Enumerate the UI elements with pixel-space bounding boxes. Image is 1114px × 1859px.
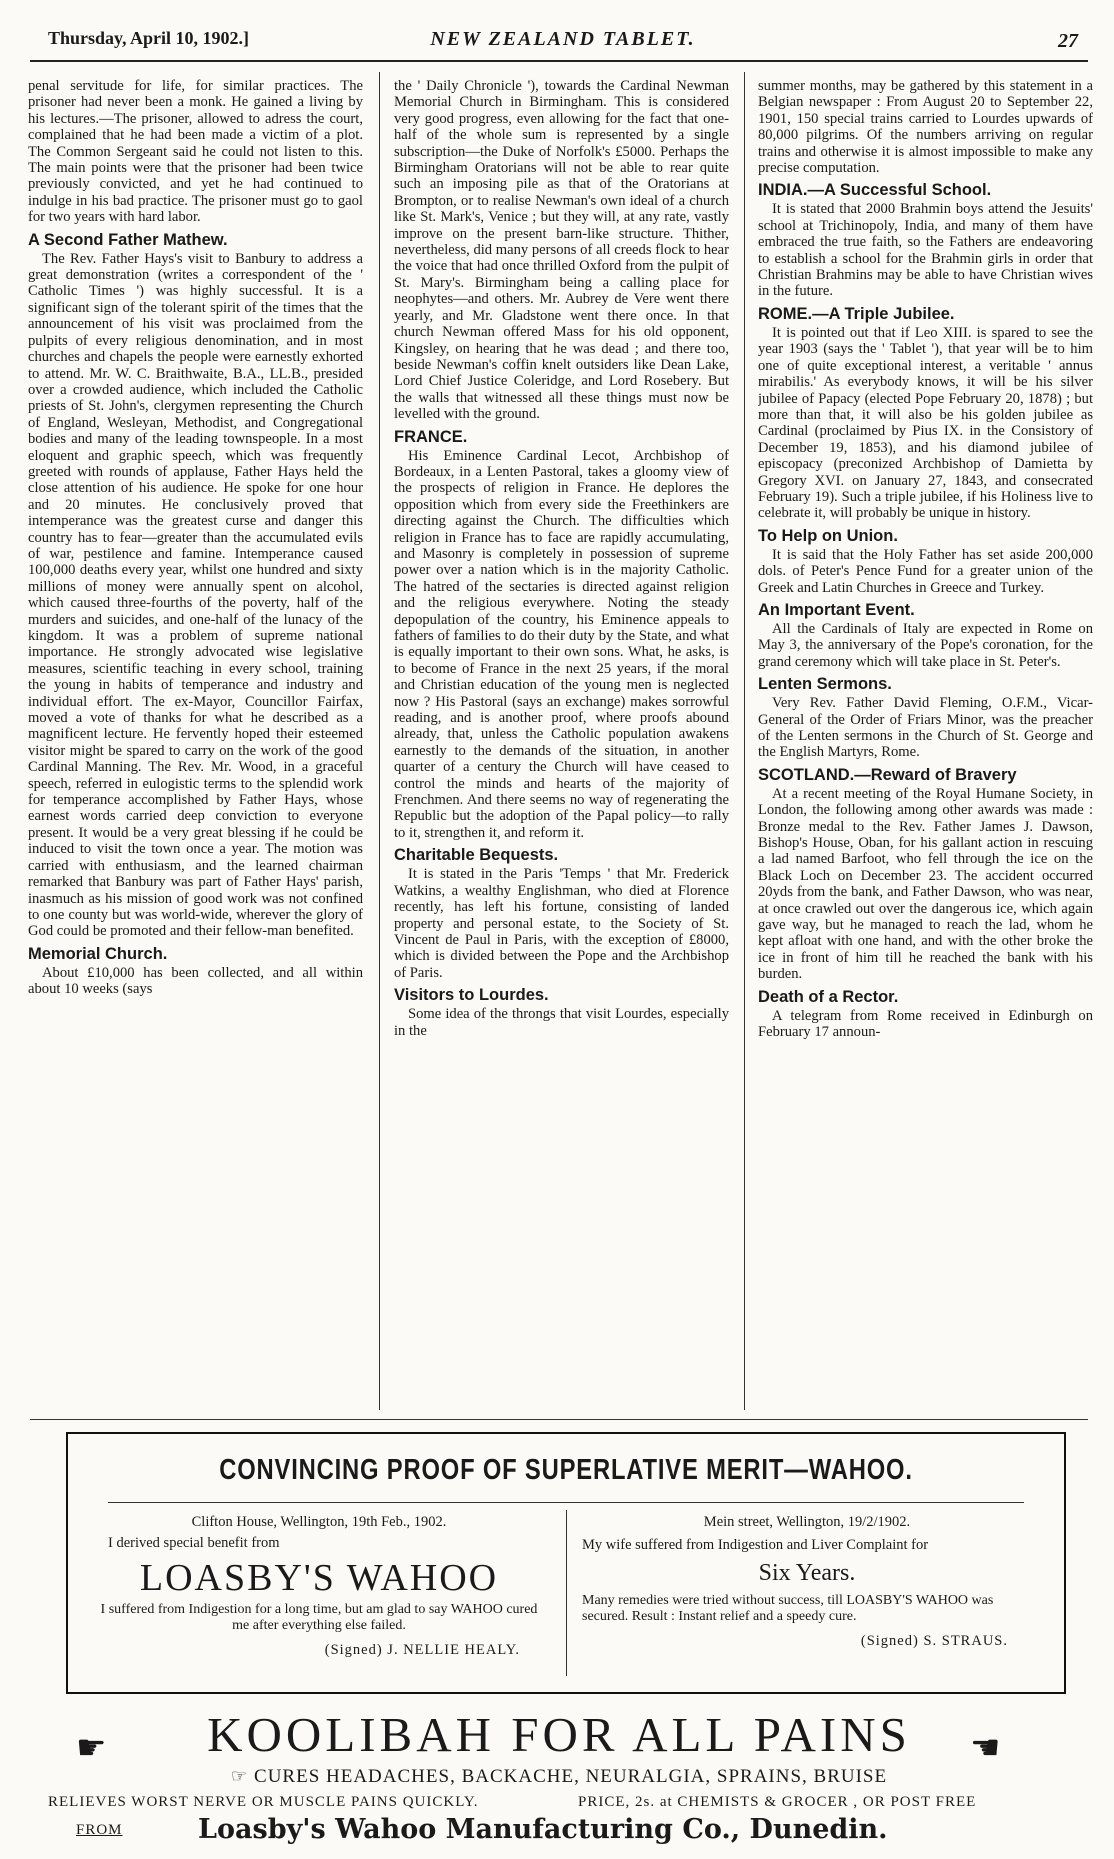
article-text: A telegram from Rome received in Edinburgh on February 17 announ- [758,1007,1093,1041]
company-name: Loasby's Wahoo Manufacturing Co., Dunedin. [198,1814,888,1845]
article-text: penal servitude for life, for similar practices. The prisoner had never been a monk. He gained a living by his lectures.—The prisoner, allowed to adress the court, complained that he had been made a victim of a plot. The Common Sergeant said he could not listen to this. The main points were that the prisoner had been twice previously convicted, and yet he had continued to indulge in his bad practice. The prisoner must go to gaol for two years with hard labor. [28,78,363,226]
article-text: It is said that the Holy Father has set aside 200,000 dols. of Peter's Pence Fund for a greater union of the Greek and Latin Churches in Greece and Turkey. [758,546,1093,596]
testimonial-address: Clifton House, Wellington, 19th Feb., 1902. [191,1514,447,1530]
article-text: the ' Daily Chronicle '), towards the Cardinal Newman Memorial Church in Birmingham. This is considered very good progress, even allowing for the fact that one-half of the whole sum is represented by a single subscription—the Duke of Norfolk's £5000. Perhaps the Birmingham Oratorians will not be able to rear quite such an imposing pile as that of the Oratorians at Brompton, or to realise Newman's own ideal of a church like St. Mark's, Venice ; but they will, at any rate, vastly improve on the present barn-like structure. Thither, nevertheless, did many persons of all creeds flock to hear the voice that had once thrilled Oxford from the pulpit of St. Mary's. Birmingham being a calling place for neophytes—and others. Mr. Aubrey de Vere went there yearly, and Mr. Gladstone went there once. In that church Newman offered Mass for his old opponent, Kingsley, on hearing that he was dead ; and there too, beside Newman's coffin knelt outsiders like Dean Lake, Lord Chief Justice Coleridge, and Lord Rosebery. But the walls that witnessed all these things must now be levelled with the ground. [394,78,729,423]
article-heading: To Help on Union. [758,526,898,545]
article-text: summer months, may be gathered by this statement in a Belgian newspaper : From August 20 to September 22, 1901, 150 special trains carried to Lourdes upwards of 80,000 pilgrims. Of the numbers arriving on regular trains and otherwise it is almost impossible to make any precise computation. [758,78,1093,177]
article-text: It is pointed out that if Leo XIII. is spared to see the year 1903 (says the ' Tablet '), that year will be to him one of quite exceptional interest, a veritable ' annus mirabilis.' As everybody knows, it will be his silver jubilee of Papacy (elected Pope February 20, 1878) ; but more than that, it will also be his golden jubilee as Cardinal (proclaimed by Pius IX. in the Consistory of December 19, 1853), and his diamond jubilee of episcopacy (preconized Archbishop of Damietta by Gregory XVI. on January 27, 1843, and consecrated February 19). Such a triple jubilee, if his Holiness live to celebrate it, will probably be unique in history. [758,324,1093,522]
content-bottom-rule [30,1419,1088,1420]
price-text: PRICE, 2s. at CHEMISTS & GROCER , OR POST FREE [578,1794,977,1810]
article-heading: FRANCE. [394,427,468,446]
article-text: The Rev. Father Hays's visit to Banbury to address a great demonstration (writes a correspondent of the ' Catholic Times ') was highly successful. It is a significant sign of the tolerant spirit of the times that the announcement of his visit was proclaimed from the pulpits of every religious denomination, and in most churches and chapels the people were earnestly exhorted to attend. Mr. W. C. Braithwaite, B.A., LL.B., presided over a crowded audience, which included the Catholic priests of St. John's, clergymen representing the Church of England, Wesleyan, Methodist, and Congregational bodies and many of the leading townspeople. In a most eloquent and graphic speech, which was frequently greeted with rounds of applause, Father Hays held the close attention of his audience. He spoke for one hour and 20 minutes. He conclusively proved that intemperance was the greatest curse and danger this country has to fear—greater than the accumulated evils of war, pestilence and famine. Intemperance caused 100,000 deaths every year, whilst one hundred and sixty millions of money were annually spent on alcohol, which caused three-fourths of the poverty, half of the murders and suicides, and one-half of the lunacy of the kingdom. It was a problem of supreme national importance. He strongly advocated wise legislative measures, scientific teaching in every school, training the young in habits of temperance and industry and individual effort. The ex-Mayor, Councillor Fairfax, moved a vote of thanks for what he described as a magnificent lecture. He fervently hoped their esteemed visitor might be spared to carry on the work of the good Cardinal Manning. The Rev. Mr. Wood, in a graceful speech, referred in eulogistic terms to the splendid work for temperance accomplished by Father Hays, whose earnest words carried deep conviction to everyone present. It would be a very great blessing if he could be induced to visit the town once a year. The motion was carried with enthusiasm, and the learned chairman remarked that Banbury was part of Father Hays' parish, inasmuch as his mission of good work was not confined to one county but was world-wide, wherever the glory of God could be promoted and their fellow-man benefited. [28,250,363,940]
article-heading: ROME.—A Triple Jubilee. [758,304,955,323]
from-label: FROM [76,1822,123,1838]
column-3 [758,78,1093,1406]
article-text: Very Rev. Father David Fleming, O.F.M., Vicar-General of the Order of Friars Minor, was the preacher of the Lenten sermons in the Church of St. George and the English Martyrs, Rome. [758,695,1093,761]
article-heading: A Second Father Mathew. [28,230,228,249]
article-heading: An Important Event. [758,600,915,619]
duration-text: Six Years. [758,1560,856,1586]
relieves-text: RELIEVES WORST NERVE OR MUSCLE PAINS QUICKLY. [48,1794,479,1810]
cures-line [30,1766,1088,1788]
page-header [48,28,1078,58]
testimonial-body: I suffered from Indigestion for a long time, but am glad to say WAHOO cured me after everything else failed. [100,1602,538,1633]
testimonial-body: Many remedies were tried without success, till LOASBY'S WAHOO was secured. Result : Instant relief and a speedy cure. [582,1593,994,1624]
article-heading: Memorial Church. [28,944,168,963]
article-text: All the Cardinals of Italy are expected in Rome on May 3, the anniversary of the Pope's coronation, for the grand ceremony which will take place in St. Peter's. [758,620,1093,670]
article-heading: INDIA.—A Successful School. [758,181,992,200]
testimonial-signature: (Signed) S. STRAUS. [860,1633,1008,1649]
brand-name: LOASBY'S WAHOO [139,1557,499,1599]
testimonial-intro: My wife suffered from Indigestion and Liver Complaint for [582,1537,929,1553]
ad-divider [566,1510,567,1676]
testimonial-left [94,1514,544,1659]
page-number: 27 [1058,30,1078,52]
pointing-hand-icon: ☞ [230,1766,249,1786]
pointing-hand-icon: ☛ [970,1730,1001,1767]
cures-text: CURES HEADACHES, BACKACHE, NEURALGIA, SPRAINS, BRUISE [254,1766,888,1787]
testimonial-right [582,1514,1032,1650]
article-heading: Lenten Sermons. [758,675,892,694]
article-heading: Visitors to Lourdes. [394,986,549,1005]
testimonial-intro: I derived special benefit from [108,1535,280,1551]
ad-title-rule [108,1502,1024,1503]
article-heading: Death of a Rector. [758,987,899,1006]
masthead: NEW ZEALAND TABLET. [430,28,696,50]
testimonial-address: Mein street, Wellington, 19/2/1902. [703,1514,911,1530]
article-text: About £10,000 has been collected, and all within about 10 weeks (says [28,964,363,998]
article-text: Some idea of the throngs that visit Lourdes, especially in the [394,1006,729,1039]
column-divider [744,72,745,1410]
testimonial-signature: (Signed) J. NELLIE HEALY. [324,1642,520,1658]
column-divider [379,72,380,1410]
article-heading: Charitable Bequests. [394,846,559,865]
article-text: His Eminence Cardinal Lecot, Archbishop of Bordeaux, in a Lenten Pastoral, takes a gloomy view of the prospects of religion in France. He deplores the opposition which from every side the Freethinkers are directing against the Church. The difficulties which religion in France has to face are rapidly accumulating, and Masonry is completely in possession of supreme power over a nation which is in the majority Catholic. The hatred of the sectaries is directed against religion and the religious everywhere. Noting the steady depopulation of the country, his Eminence appeals to fathers of families to do their duty by the State, and what is equally important to their own sons. What, he asks, is to become of France in the next 25 years, if the moral and Christian education of the young men is neglected now ? His Pastoral (says an exchange) makes sorrowful reading, and is another proof, where proofs abound already, that, unless the Catholic population awakens earnestly to the demands of the situation, in another quarter of a century the Church will have ceased to control the minds and hearts of the majority of Frenchmen. And there seems no way of regenerating the Republic but the adoption of the Papal policy—to rally to it, strengthen it, and reform it. [394,447,729,841]
column-1 [28,78,363,1406]
header-rule [30,60,1088,62]
ad-headline: KOOLIBAH FOR ALL PAINS [207,1707,911,1762]
ad-title: CONVINCING PROOF OF SUPERLATIVE MERIT—WAHOO. [219,1454,913,1486]
header-date: Thursday, April 10, 1902.] [48,28,250,48]
wahoo-advertisement [66,1432,1066,1694]
article-text: It is stated in the Paris 'Temps ' that Mr. Frederick Watkins, a wealthy Englishman, who died at Florence recently, has left his fortune, consisting of landed property and personal estate, to the Society of St. Vincent de Paul in Paris, with the exception of £8000, which is divided between the Pope and the Archbishop of Paris. [394,866,729,981]
article-text: It is stated that 2000 Brahmin boys attend the Jesuits' school at Trichinopoly, India, and many of them have embraced the true faith, so the Fathers are endeavoring to establish a school for the Brahmin girls in order that Christian Brahmins may be able to have Christian wives in the future. [758,201,1093,300]
article-text: At a recent meeting of the Royal Humane Society, in London, the following among other awards was made : Bronze medal to the Rev. Father James J. Dawson, Bishop's House, Oban, for his gallant action in rescuing a lad named Barfoot, who fell through the ice on the Black Loch on December 23. The accident occurred 20yds from the bank, and Father Dawson, who was near, at once crawled out over the dangerous ice, which again gave way, but he managed to reach the lad, whom he kept afloat with one hand, and with the other broke the ice in front of him till he reached the bank with his burden. [758,785,1093,983]
article-heading: SCOTLAND.—Reward of Bravery [758,765,1017,784]
pointing-hand-icon: ☛ [76,1730,107,1767]
column-2 [394,78,729,1406]
